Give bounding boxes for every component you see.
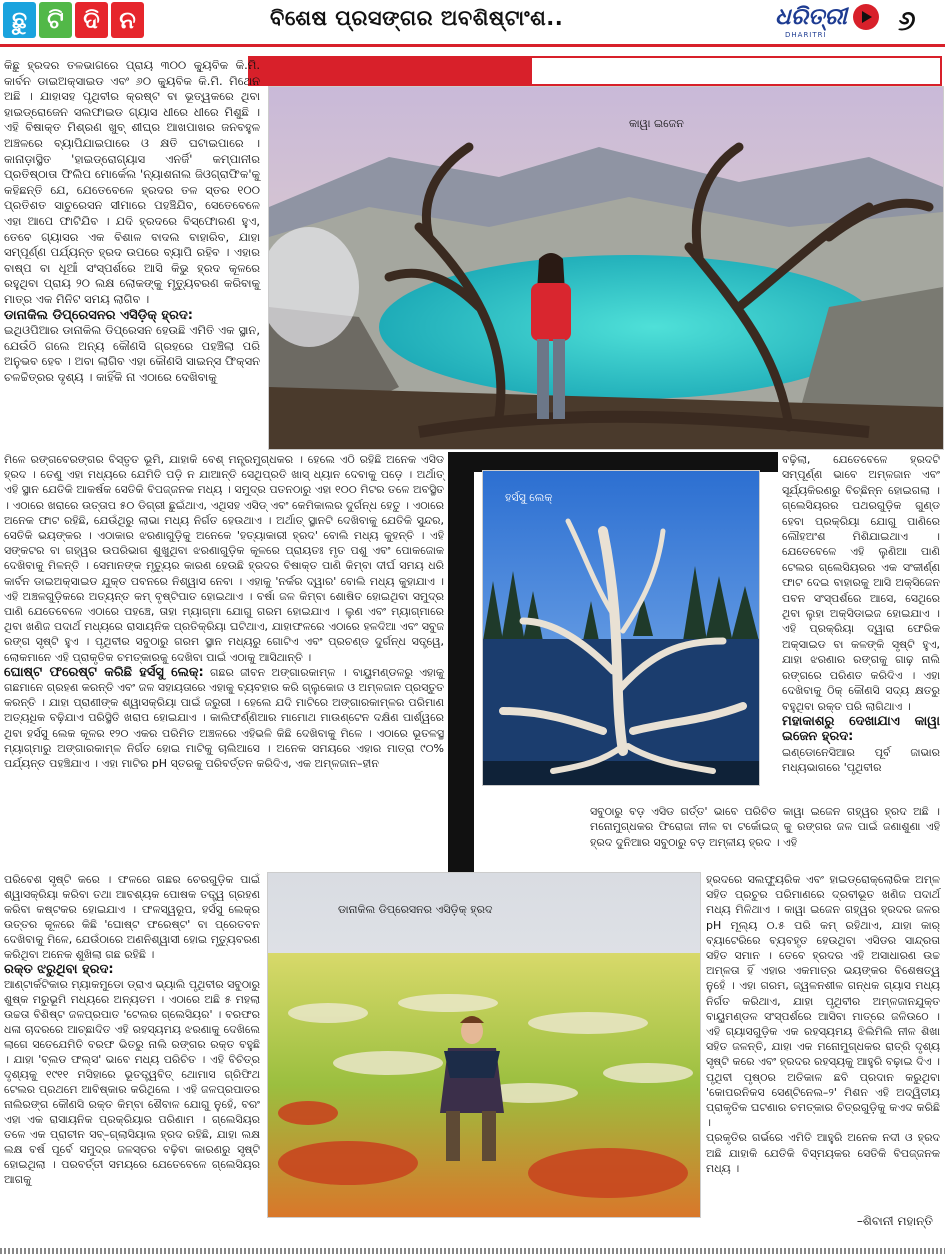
paragraph-ghost-forest (4, 665, 444, 771)
heading-ijen: ମହାକାଶରୁ ଦେଖାଯାଏ କାୱା ଇଜେନ ହ୍ରଦ: (782, 713, 940, 745)
play-icon (853, 4, 879, 30)
danakil-photo (267, 872, 701, 1218)
text-ghost-forest: ଗଛର ଜୀବନ ଅଙ୍ଗାରକାମ୍ଳ । ବାୟୁମଣ୍ଡଳରୁ ଏହାକୁ ଗଛମାନେ ଗ୍ରହଣ କରନ୍ତି ଏବଂ ଜଳ ସହାୟତାରେ ଏହାକୁ ବ୍ୟବହାର କରି ଗ୍ଲୁକୋଜ ଓ ଅମ୍ଳଜାନ ପ୍ରସ୍ତୁତ କରନ୍ତି । ଯାହା ପ୍ରାଣୀଙ୍କ ଶ୍ୱାସକ୍ରିୟା ପାଇଁ ଜରୁରୀ । ହେଲେ ଯଦି ମାଟିରେ ଅଙ୍ଗାରକାମ୍ଳର ପରିମାଣ ଅତ୍ୟଧିକ ବଢ଼ିଯାଏ ପରିସ୍ଥିତି ଖରାପ ହୋଇଯାଏ । କାଲିଫର୍ଣ୍ଣିଆର ମାମୋଥ ମାଉଣ୍ଟେନ ଦକ୍ଷିଣ ପାର୍ଶ୍ୱରେ ଥିବା ହର୍ସସୁ ଲେକ କୂଳର ୧୨୦ ଏକର ପରିମିତ ଅଞ୍ଚଳରେ ଏହିଭଳି କିଛି ଦେଖିବାକୁ ମିଳେ । ଏଠାରେ ଭୂତଳସ୍ଥ ମ୍ୟାଗ୍ମାରୁ ଅଙ୍ଗାରକାମ୍ଳ ନିର୍ଗତ ହୋଇ ମାଟିକୁ ଚାଲିଆସେ । ଅନେକ ସମୟରେ ଏହାର ମାତ୍ରା ୯୦% ପର୍ଯ୍ୟନ୍ତ ପହଞ୍ଚିଯାଏ । ଏହା ମାଟିର pH ସ୍ତରକୁ ପରିବର୍ତ୍ତନ କରିଦିଏ, ଏକ ଅମ୍ଳଜାନ–ହୀନ (4, 665, 444, 771)
article-col1-top (4, 58, 260, 385)
horseshoe-caption: ହର୍ସସୁ ଲେକ୍ (505, 491, 553, 504)
paragraph-danakil-intro: ଇଥିଓପିଆର ଡାନାକିଲ ଡିପ୍ରେସନ ହେଉଛି ଏମିତି ଏକ ସ୍ଥାନ, ଯେଉଁଠି ଗଲେ ଅନ୍ୟ କୌଣସି ଗ୍ରହରେ ପହଞ୍ଚିଲା ପରି ଅନୁଭବ ହେବ । ଅବା ଲାଗିବ ଏହା କୌଣସି ସାଇନ୍ସ ଫିକ୍ସନ ଚଳଚ୍ଚିତ୍ରର ଦୃଶ୍ୟ । କାହିଁକି ନା ଏଠାରେ ଦେଖିବାକୁ (4, 323, 260, 384)
ijen-crater-photo (268, 86, 944, 450)
article-col1-bottom (4, 872, 260, 1187)
paragraph-blood-falls: ଆଣ୍ଟାର୍କଟିକାର ମ୍ୟାକମୁଡୋ ଡ୍ରାଏ ଭ୍ୟାଲି ପୃଥିବୀର ସବୁଠାରୁ ଶୁଷ୍କ ମରୁଭୂମି ମଧ୍ୟରେ ଅନ୍ୟତମ । ଏଠାରେ ଅଛି ୫ ମହଲା ଉଚ୍ଚତା ବିଶିଷ୍ଟ ଜଳପ୍ରପାତ 'ଟେଲର ଗ୍ଲେସିୟର' । ବରଫର ଧଳା ଚାଦରରେ ଆଚ୍ଛାଦିତ ଏହି ରହସ୍ୟମୟ ଝରଣାକୁ ଦେଖିଲେ ଲାଗେ ସତେଯେମିତି ବରଫ ଭିତରୁ ନାଲି ରଙ୍ଗର ରକ୍ତ ବହୁଛି । ଯାହା 'ବ୍ଲଡ ଫଲ୍ସ' ଭାବେ ମଧ୍ୟ ପରିଚିତ । ଏହି ବିଚିତ୍ର ଦୃଶ୍ୟକୁ ୧୯୧୧ ମସିହାରେ ଭୂତତ୍ତ୍ୱବିତ୍ ଥୋମାସ ଗ୍ରିଫିଥ ଟେଲର ପ୍ରଥମେ ଆବିଷ୍କାର କରିଥିଲେ । ଏହି ଜଳପ୍ରପାତର ନାଲିରଙ୍ଗ କୌଣସି ରକ୍ତ କିମ୍ବା ଶୈବାଳ ଯୋଗୁ ନୁହେଁ, ବରଂ ଏହା ଏକ ରାସାୟନିକ ପ୍ରକ୍ରିୟାର ପରିଣାମ । ଗ୍ଲେସିୟର ତଳେ ଏକ ପ୍ରାଚୀନ ସବ୍–ଗ୍ଲାସିୟାଲ ହ୍ରଦ ରହିଛି, ଯାହା ଲକ୍ଷ ଲକ୍ଷ ବର୍ଷ ପୂର୍ବେ ସମୁଦ୍ର ଜଳସ୍ତର ବଢ଼ିବା କାରଣରୁ ସୃଷ୍ଟି ହୋଇଥିଲା । ପରବର୍ତ୍ତୀ ସମୟରେ ଯେତେବେଳେ ଗ୍ଲେସିୟର ଆଗକୁ (4, 978, 260, 1186)
page-number: ୬ (898, 4, 916, 37)
page-header (0, 0, 945, 47)
heading-blood-falls: ରକ୍ତ ଝରୁଥିବା ହ୍ରଦ: (4, 962, 114, 977)
article-fullwidth (4, 452, 444, 771)
paragraph-blood-falls-cont: ବଢ଼ିଲା, ଯେତେବେଳେ ହ୍ରଦଟି ସମ୍ପୂର୍ଣ୍ଣ ଭାବେ ଅମ୍ଳଜାନ ଏବଂ ସୂର୍ଯ୍ୟକିରଣରୁ ବିଚ୍ଛିନ୍ନ ହୋଇଗଲା । ଗ୍ଲେସିୟରର ପଥରଗୁଡ଼ିକ ଗୁଣ୍ଡ ହେବା ପ୍ରକ୍ରିୟା ଯୋଗୁ ପାଣିରେ ଲୌହଅଂଶ ମିଶିଯାଇଥାଏ । ଯେତେବେଳେ ଏହି ଲୁଣିଆ ପାଣି ଟେଲର ଗ୍ଲେସିୟରର ଏକ ସଂକୀର୍ଣ୍ଣ ଫାଟ ଦେଇ ବାହାରକୁ ଆସି ଅକ୍ସିଜେନ ପବନ ସଂସ୍ପର୍ଶରେ ଆସେ, ସେଥିରେ ଥିବା ଲୁହା ଅକ୍ସିଡାଇଜ ହୋଇଯାଏ । ଏହି ପ୍ରକ୍ରିୟା ଦ୍ୱାରା ଫେରିକ ଅକ୍ସାଇଡ ବା କଳଙ୍କି ସୃଷ୍ଟି ହୁଏ, ଯାହା ଝରଣାର ରଙ୍ଗକୁ ଗାଢ଼ ନାଲି ରଙ୍ଗରେ ପରିଣତ କରିଦିଏ । ଏହା ଦେଖିବାକୁ ଠିକ୍ କୌଣସି ସଦ୍ୟ କ୍ଷତରୁ ବହୁଥିବା ରକ୍ତ ପରି ଲାଗିଥାଏ । (782, 453, 940, 713)
paragraph-danakil: ମିଳେ ରଙ୍ଗବେରଙ୍ଗର ବିସ୍ତୃତ ଭୂମି, ଯାହାକି ବେଶ୍ ମନ୍ତ୍ରମୁଗ୍ଧକର । ହେଲେ ଏଠି ରହିଛି ଅନେକ ଏସିଡ ହ୍ରଦ । ତେଣୁ ଏହା ମଧ୍ୟରେ ଯେମିତି ପଡ଼ି ନ ଯାଆନ୍ତି ସେଥିପ୍ରତି ଖାସ୍ ଧ୍ୟାନ ଦେବାକୁ ପଡ଼େ । ଅର୍ଥାତ୍ ଏହି ସ୍ଥାନ ଯେତିକି ଆକର୍ଷକ ସେତିକି ବିପଜ୍ଜନକ ମଧ୍ୟ । ସମୁଦ୍ର ପତନଠାରୁ ଏହା ୧୦୦ ମିଟର ତଳେ ଅବସ୍ଥିତ । ଏଠାରେ ଖରାରେ ଉତ୍ତାପ ୫୦ ଡିଗ୍ରୀ ଛୁଇଁଥାଏ, ଏଥିସହ ଏସିଡ୍ ଏବଂ କେମିକାଲର ଦୁର୍ଗନ୍ଧ ହେତୁ । ଏଠାରେ ଅନେକ ଫାଟ ରହିଛି, ଯେଉଁଥିରୁ ଲାଭା ମଧ୍ୟ ନିର୍ଗତ ହେଉଥାଏ । ଅର୍ଥାତ୍ ସ୍ଥାନଟି ଦେଖିବାକୁ ଯେତିକି ସୁନ୍ଦର, ସେତିକି ଭୟଙ୍କର । ଏଠାକାର ଝରଣାଗୁଡ଼ିକୁ ଅନେକେ 'ହତ୍ୟାକାରୀ ହ୍ରଦ' ବୋଲି ମଧ୍ୟ କୁହନ୍ତି । ଏହି ସଙ୍କଟର ବା ଗହ୍ୱର ଉପରିଭାଗ ଶୁଖୁଥିବା ଝରଣାଗୁଡ଼ିକ କୂଳରେ ପ୍ରାୟତଃ ମୃତ ପଶୁ ଏବଂ ପୋକଜୋକ ଦେଖିବାକୁ ମିଳନ୍ତି । ସେମାନଙ୍କ ମୃତ୍ୟୁର କାରଣ ହେଉଛି ହ୍ରଦର ବିଷାକ୍ତ ପାଣି କିମ୍ବା ଦୀର୍ଘ ସମୟ ଧରି କାର୍ବନ ଡାଇଅକ୍ସାଇଡ ଯୁକ୍ତ ପବନରେ ନିଶ୍ୱାସ ନେବା । ଏହାକୁ 'ନର୍କର ଦ୍ୱାର' ବୋଲି ମଧ୍ୟ କୁହାଯାଏ । ଏହି ଅଞ୍ଚଳଗୁଡ଼ିକରେ ଅତ୍ୟନ୍ତ କମ୍ ବୃଷ୍ଟିପାତ ହୋଇଥାଏ । ବର୍ଷା ଜଳ କିମ୍ବା ଶୋଷିତ ହୋଇଥିବା ସମୁଦ୍ର ପାଣି ଯେତେବେଳେ ଏଠାରେ ପହଞ୍ଚେ, ତାହା ମ୍ୟାଗ୍ମା ଯୋଗୁ ଗରମ ହୋଇଯାଏ । ଲୁଣ ଏବଂ ମ୍ୟାଗ୍ମାରେ ଥିବା ଖଣିଜ ପଦାର୍ଥ ମଧ୍ୟରେ ରାସାୟନିକ ପ୍ରତିକ୍ରିୟା ଘଟିଥାଏ, ଯାହାଫଳରେ ଏଠାରେ ହଳଦିଆ ଏବଂ ସବୁଜ ରଙ୍ଗ ସୃଷ୍ଟି ହୁଏ । ପୃଥିବୀର ସବୁଠାରୁ ଗରମ ସ୍ଥାନ ମଧ୍ୟରୁ ଗୋଟିଏ ଏବଂ ପ୍ରଚଣ୍ଡ ଦୁର୍ଗନ୍ଧ ସତ୍ତ୍ୱେ, ଲୋକମାନେ ଏହି ପ୍ରାକୃତିକ ଚମତ୍କାରକୁ ଦେଖିବା ପାଇଁ ଏଠାକୁ ଆସିଥାନ୍ତି । (4, 453, 444, 664)
heading-ghost-forest: ଘୋଷ୍ଟ ଫରେଷ୍ଟ କରିଛି ହର୍ସସୁ ଲେକ୍: (4, 664, 204, 680)
section-logo (3, 2, 144, 38)
paragraph-ijen: ହ୍ରଦରେ ସଲଫ୍ୟୁରିକ ଏବଂ ହାଇଡ୍ରୋକ୍ଲୋରିକ ଅମ୍ଳ ସହିତ ପ୍ରଚୁର ପରିମାଣରେ ଦ୍ରବୀଭୂତ ଖଣିଜ ପଦାର୍ଥ ମଧ୍ୟ ମିଳିଥାଏ । କାୱା ଇଜେନ ଗହ୍ୱର ହ୍ରଦର ଜଳର pH ମୂଲ୍ୟ ୦.୫ ପରି କମ୍ ରହିଥାଏ, ଯାହା କାର୍ ବ୍ୟାଟେରିରେ ବ୍ୟବହୃତ ହେଉଥିବା ଏସିଡର ସାନ୍ଦ୍ରତା ସହିତ ସମାନ । ତେବେ ହ୍ରଦର ଏହି ଅସାଧାରଣ ଉଚ୍ଚ ଅମ୍ଳତା ହିଁ ଏହାର ଏକମାତ୍ର ଭୟଙ୍କର ବିଶେଷତ୍ୱ ନୁହେଁ । ଏହା ଗରମ, ଜ୍ୱଳନଶୀଳ ଗନ୍ଧକ ଗ୍ୟାସ ମଧ୍ୟ ନିର୍ଗତ କରିଥାଏ, ଯାହା ପୃଥିବୀର ଅମ୍ଳଜାନଯୁକ୍ତ ବାୟୁମଣ୍ଡଳ ସଂସ୍ପର୍ଶରେ ଆସିବା ମାତ୍ରେ ଜଳିଉଠେ । ଏହି ଗ୍ୟାସଗୁଡ଼ିକ ଏକ ରହସ୍ୟମୟ ଝିଲିମିଲି ନୀଳ ଶିଖା ସହିତ ଜଳନ୍ତି, ଯାହା ଏକ ମନୋମୁଗ୍ଧକର ରାତ୍ରି ଦୃଶ୍ୟ ସୃଷ୍ଟି କରେ ଏବଂ ହ୍ରଦର ରହସ୍ୟକୁ ଆହୁରି ବଢ଼ାଇ ଦିଏ । ପୃଥିବୀ ପୃଷ୍ଠର ଅତିକାଳ ଛବି ପ୍ରଦାନ କରୁଥିବା 'କୋପରନିକସ ସେଣ୍ଟିନେଲ–୨' ମିଶନ ଏହି ଅଦ୍ୱିତୀୟ ପ୍ରାକୃତିକ ଘଟଣାର ଚମତ୍କାର ଚିତ୍ରଗୁଡ଼ିକୁ କଏଦ କରିଛି । (706, 873, 940, 1130)
paragraph-kivu: କିଛୁ ହ୍ରଦର ତଳଭାଗରେ ପ୍ରାୟ ୩୦୦ କ୍ୟୁବିକ କି.ମି. କାର୍ବନ ଡାଇଅକ୍ସାଇଡ ଏବଂ ୬୦ କ୍ୟୁବିକ କି.ମି. ମିଥେନ ଅଛି । ଯାହାସହ ପୃଥିବୀର କ୍ରଷ୍ଟ ବା ଭୂତ୍ୱକରେ ଥିବା ହାଇଡ୍ରୋଜେନ ସଲଫାଇଡ ଗ୍ୟାସ ଧୀରେ ଧୀରେ ମିଶୁଛି । ଏହି ବିଷାକ୍ତ ମିଶ୍ରଣ ଖୁବ୍ ଶୀଘ୍ର ଆଖପାଖର ଜନବହୁଳ ଅଞ୍ଚଳରେ ବ୍ୟାପିଯାଇପାରେ ଓ କ୍ଷତି ଘଟାଇପାରେ । କାନାଡ଼ାସ୍ଥିତ 'ହାଇଡ୍ରୋଗ୍ୟାସ ଏନର୍ଜି' କମ୍ପାନୀର ପ୍ରତିଷ୍ଠାତା ଫିଲିପ ମୋର୍କେଲ 'ନ୍ୟାଶନାଲ ଜିଓଗ୍ରାଫିକ'କୁ କହିଛନ୍ତି ଯେ, ଯେତେବେଳେ ହ୍ରଦର ତଳ ସ୍ତର ୧୦୦ ପ୍ରତିଶତ ସାଚୁରେସନ ସୀମାରେ ପହଞ୍ଚିଯିବ, ସେତେବେଳେ ଏହା ଆପେ ଫାଟିଯିବ । ଯଦି ହ୍ରଦରେ ବିସ୍ଫୋରଣ ହୁଏ, ତେବେ ଗ୍ୟାସର ଏକ ବିଶାଳ ବାଦଲ ବାହାରିବ, ଯାହା ସମ୍ପୂର୍ଣ୍ଣ ପର୍ଯ୍ୟନ୍ତ ହ୍ରଦ ଉପରେ ବ୍ୟାପି ରହିବ । ଏହାର ବାଷ୍ପ ବା ଧୂଆଁ ସଂସ୍ପର୍ଶରେ ଆସି କିଭୁ ହ୍ରଦ କୂଳରେ ରହୁଥିବା ପ୍ରାୟ ୨୦ ଲକ୍ଷ ଲୋକଙ୍କୁ ମୃତ୍ୟୁବରଣ କରିବାକୁ ମାତ୍ର ଏକ ମିନିଟ ସମୟ ଲାଗିବ । (4, 58, 260, 306)
article-col2-bottom (706, 872, 940, 1176)
brand-subtitle: DHARITRI (785, 31, 827, 39)
paragraph-conclusion: ପ୍ରକୃତିର ଗର୍ଭରେ ଏମିତି ଆହୁରି ଅନେକ ନଦୀ ଓ ହ୍ରଦ ଅଛି ଯାହାକି ଯେତିକି ବିସ୍ମୟକର ସେତିକି ବିପଜ୍ଜନକ ମଧ୍ୟ । (706, 1131, 940, 1175)
section-tile-4: ନ (111, 2, 144, 38)
heading-danakil: ଡାନାକିଲ ଡିପ୍ରେସନର ଏସିଡ଼ିକ୍ ହ୍ରଦ: (4, 307, 193, 323)
bottom-rule (0, 1248, 945, 1254)
red-accent-frame (532, 56, 942, 86)
ijen-caption: କାୱା ଇଜେନ (629, 117, 684, 130)
red-accent-bar (248, 56, 532, 86)
author-byline: –ଶିବାନୀ ମହାନ୍ତି (856, 1214, 933, 1228)
newspaper-brand (775, 4, 879, 39)
brand-name: ଧରିତ୍ରୀ (775, 4, 847, 30)
paragraph-ghost-cont: ପରିବେଶ ସୃଷ୍ଟି କରେ । ଫଳରେ ଗଛର ଚେରଗୁଡ଼ିକ ପାଇଁ ଶ୍ୱାସକ୍ରିୟା କରିବା ତଥା ଆବଶ୍ୟକ ପୋଷକ ତତ୍ତ୍ୱ ଗ୍ରହଣ କରିବା କଷ୍ଟକର ହୋଇଯାଏ । ଫଳସ୍ୱରୂପ, ହର୍ସସୁ ଲେକ୍‌ର ଉତ୍ତର କୂଳରେ କିଛି 'ଘୋଷ୍ଟ ଫରେଷ୍ଟ' ବା ପ୍ରେତବନ ଦେଖିବାକୁ ମିଳେ, ଯେଉଁଠାରେ ଅଣନିଶ୍ୱାସୀ ହୋଇ ମୃତ୍ୟୁବରଣ କରିଥିବା ଅନେକ ଶୁଖିଲା ଗଛ ରହିଛି । (4, 873, 260, 961)
black-accent-bar (448, 452, 474, 872)
section-tile-3: ଦି (75, 2, 108, 38)
danakil-caption: ଡାନାକିଲ ଡିପ୍ରେସନର ଏସିଡ଼ିକ୍ ହ୍ରଦ (338, 903, 493, 916)
section-tile-2: ଟି (39, 2, 72, 38)
horseshoe-lake-photo (482, 470, 760, 786)
black-accent-strip (448, 452, 778, 472)
article-col2-wide (590, 804, 940, 850)
page-title: ବିଶେଷ ପ୍ରସଙ୍ଗର ଅବଶିଷ୍ଟାଂଶ.. (270, 6, 564, 30)
article-col2-top (782, 452, 940, 776)
paragraph-ijen-wide: ସବୁଠାରୁ ବଡ଼ ଏସିଡ ଗର୍ତ୍ତ' ଭାବେ ପରିଚିତ କାୱା ଇଜେନ ଗହ୍ୱର ହ୍ରଦ ଅଛି । ମନୋମୁଗ୍ଧକର ଫିରୋଜା ନୀଳ ବା ଟର୍କୋଇଜ୍‌ କୁ ରଙ୍ଗର ଜଳ ପାଇଁ ଜଣାଶୁଣା ଏହି ହ୍ରଦ ଦୁନିଆର ସବୁଠାରୁ ବଡ଼ ଅମ୍ଳୀୟ ହ୍ରଦ । ଏହି (590, 805, 940, 849)
section-tile-1: ଛୁ (3, 2, 36, 38)
paragraph-ijen-intro: ଇଣ୍ଡୋନେସିଆର ପୂର୍ବ ଜାଭାର ମଧ୍ୟଭାଗରେ 'ପୃଥିବୀର (782, 745, 940, 775)
